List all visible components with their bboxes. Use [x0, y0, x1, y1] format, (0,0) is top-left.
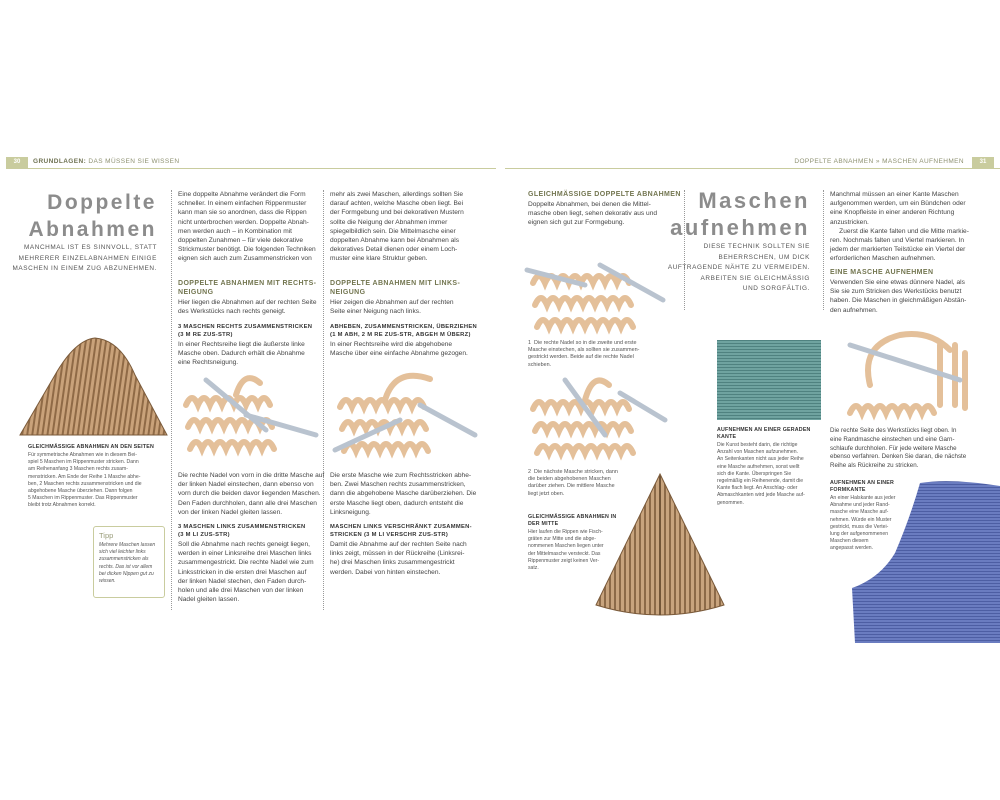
tech-p3tog-body	[178, 540, 314, 604]
cdd-step2-illustration	[525, 375, 665, 460]
text-line: eine Knopfleiste in einer anderen Richtung	[830, 209, 955, 217]
section-left-lean-title	[330, 279, 460, 297]
text-line: links zeigt, müssen in der Rückreihe (Linksrei-	[330, 550, 465, 558]
subtitle-line: ARBEITEN SIE GLEICHMÄSSIG	[700, 274, 810, 282]
heading-line: (3 M RE ZUS-STR)	[178, 332, 233, 338]
text-line: dann die abgehobene Masche darüberziehen. Die	[330, 490, 477, 498]
heading-line: KANTE	[717, 434, 737, 441]
text-line: Eine doppelte Abnahme verändert die Form	[178, 191, 306, 198]
text-line: Verwenden Sie eine etwas dünnere Nadel, als	[830, 279, 965, 286]
text-line: Die nächste Masche stricken, dann	[534, 469, 618, 475]
left-header-rule	[6, 168, 496, 169]
text-line: vorn durch die beiden davor liegenden Maschen.	[178, 490, 321, 498]
intro-col1	[178, 190, 323, 264]
left-running-head-text: DAS MÜSSEN SIE WISSEN	[88, 158, 180, 165]
text-line: ben, 2 Maschen rechts zusammenstricken und die	[28, 480, 142, 487]
text-line: genommen.	[717, 499, 744, 506]
pickup-caption	[830, 427, 995, 471]
left-title	[28, 189, 157, 243]
text-line: eignen sich auch zum Zusammenstricken von	[178, 255, 312, 263]
step-line	[528, 340, 639, 347]
cdd-step1-caption	[528, 340, 639, 369]
swatch-caption-title: GLEICHMÄSSIGE ABNAHMEN AN DEN SEITEN	[28, 444, 154, 450]
text-line: Anzahl von Maschen aufzunehmen.	[717, 449, 798, 456]
text-line: Masche oben. Dadurch erhält die Abnahme	[178, 350, 305, 358]
right-subtitle	[668, 242, 810, 295]
text-line: Soll die Abnahme nach rechts geneigt liegen,	[178, 541, 310, 548]
heading-line: DOPPELTE ABNAHMEN MIT RECHTS-	[178, 280, 317, 287]
tech-k3tog-body	[178, 340, 305, 368]
text-line: eine Randmasche einstechen und eine Garn-	[830, 435, 955, 443]
one-stitch-title: EINE MASCHE AUFNEHMEN	[830, 269, 934, 276]
right-title-line2: aufnehmen	[670, 215, 810, 240]
text-line: erforderlichen Maschen aufnehmen.	[830, 255, 936, 263]
text-line: zusammengestrickt. Die rechte Nadel wie zum	[178, 559, 314, 567]
centered-decrease-title: GLEICHMÄSSIGE DOPPELTE ABNAHMEN	[528, 191, 681, 198]
text-line: der Formgebung und bei dekorativen Mustern	[330, 209, 464, 217]
text-line: wissen.	[99, 578, 116, 585]
text-line: bleibt trotz Abnahmen korrekt.	[28, 502, 96, 509]
text-line: ebenso verfahren. Denken Sie daran, die nächste	[830, 453, 967, 461]
text-line: Linksstricken in die ersten drei Maschen auf	[178, 568, 307, 576]
text-line: anzustricken.	[830, 218, 869, 226]
text-line: Doppelte Abnahmen, bei denen die Mittel-	[528, 201, 651, 208]
column-divider	[323, 190, 324, 610]
subtitle-line: AUFTRAGENDE NÄHTE ZU VERMEIDEN.	[667, 264, 810, 271]
text-line: ren. Nochmals falten und Viertel markieren. In	[830, 237, 965, 245]
text-line: werden. Dabei von hinten einstechen.	[330, 568, 441, 576]
subtitle-line: DIESE TECHNIK SOLLTEN SIE	[703, 243, 810, 250]
text-line: darüber ziehen. Die mittlere Masche	[528, 483, 615, 490]
text-line: eine Masche aufnehmen, sonst wellt	[717, 463, 800, 470]
text-line: darauf achten, welche Masche oben liegt. Bei	[330, 200, 464, 208]
text-line: Abnahme und jeder Rand-	[830, 502, 890, 509]
text-line: Strickmuster benötigt. Die folgenden Techniken	[178, 246, 316, 254]
text-line: schieben.	[528, 361, 552, 368]
right-page-number: 31	[972, 157, 994, 168]
text-line: doppelten Zunahmen – für viele dekorative	[178, 237, 303, 245]
tech-sk2p-title	[330, 323, 477, 339]
left-running-head	[33, 158, 180, 165]
text-line: regelmäßig ein Reihenende, damit die	[717, 478, 804, 485]
text-line: Rippenmuster zeigt keinen Ver-	[528, 557, 600, 564]
heading-line: GLEICHMÄSSIGE ABNAHMEN IN	[528, 514, 617, 520]
right-title	[670, 187, 810, 241]
text-line: Damit die Abnahme auf der rechten Seite nach	[330, 541, 467, 548]
straight-edge-body	[717, 442, 827, 507]
text-line: erste Masche liegt oben, dadurch entsteht die	[330, 499, 464, 507]
text-line: am Reihenanfang 3 Maschen rechts zusam-	[28, 466, 128, 473]
heading-line: AUFNEHMEN AN EINER	[830, 480, 895, 486]
ribbed-decrease-swatch-image	[15, 335, 170, 440]
subtitle-line: UND SORGFÄLTIG.	[742, 285, 810, 292]
text-line: der Mittelmasche versteckt. Das	[528, 550, 601, 557]
text-line: Sie sie zum Stricken des Werkstücks benutzt	[830, 288, 962, 296]
text-line: Nadel gleiten lassen.	[178, 596, 240, 604]
heading-line: (3 M LI ZUS-STR)	[178, 532, 230, 538]
text-line: Masche über eine einfache Abnahme gezogen.	[330, 350, 468, 358]
text-line: In einer Rechtsreihe wird die abgehobene	[330, 341, 453, 348]
left-title-line1: Doppelte	[47, 191, 157, 214]
tech-p3tog-tbl-body	[330, 540, 467, 577]
straight-edge-title	[717, 427, 811, 441]
text-line: eine Rechtsneigung.	[178, 359, 239, 367]
text-line: Hier zeigen die Abnahmen auf der rechten	[330, 299, 454, 306]
text-line: Die Kunst besteht darin, die richtige	[717, 442, 798, 448]
text-line: An einer Halskante aus jeder	[830, 495, 896, 501]
text-line: eignen sich gut zur Formgebung.	[528, 219, 625, 227]
tech-p3tog-title	[178, 523, 305, 539]
text-line: aufgenommen werden, um ein Bündchen oder	[830, 200, 966, 208]
text-line: Die rechte Seite des Werkstücks liegt oben. In	[830, 427, 957, 434]
text-line: men werden auch – in Kombination mit	[178, 227, 292, 235]
text-line: Die erste Masche wie zum Rechtsstricken abhe-	[330, 472, 472, 479]
text-line: Reihe als Rückreihe zu stricken.	[830, 462, 919, 470]
text-line: Abmaschkanten wird jede Masche auf-	[717, 492, 805, 499]
text-line: jedem der markierten Teilstücke ein Viertel der	[830, 246, 966, 254]
left-running-head-bold: GRUNDLAGEN:	[33, 158, 87, 165]
column-divider	[823, 190, 824, 310]
text-line: schneller. In einem einfachen Rippenmuster	[178, 200, 307, 208]
text-line: der linken Nadel stechen, den Faden durch-	[178, 577, 307, 585]
text-line: masche oben liegt, sehen dekorativ aus und	[528, 210, 658, 218]
text-line: Hier laufen die Rippen wie Fisch-	[528, 529, 603, 535]
text-line: Linksneigung.	[330, 508, 371, 516]
cdd-step1-illustration	[525, 255, 665, 335]
text-line: Manchmal müssen an einer Kante Maschen	[830, 191, 959, 198]
right-title-line1: Maschen	[698, 188, 810, 213]
swatch-caption	[28, 452, 168, 510]
step-number: 1	[528, 340, 531, 346]
neckline-swatch-image	[850, 478, 1000, 643]
center-decrease-swatch-image	[594, 470, 729, 620]
text-line: Maschen diesem	[830, 538, 869, 545]
text-line: mehr als zwei Maschen, allerdings sollten Sie	[330, 191, 464, 198]
text-line: nicht unterbrochen werden. Doppelte Abnah-	[178, 218, 309, 226]
straight-edge-swatch-image	[717, 340, 821, 420]
left-subtitle	[12, 243, 157, 275]
text-line: des Werkstücks nach rechts geneigt.	[178, 308, 286, 316]
text-line: gräten zur Mitte und die abge-	[528, 536, 596, 543]
tech-k3tog-title	[178, 323, 312, 339]
text-line: Hier liegen die Abnahmen auf der rechten Seite	[178, 299, 317, 306]
step-number: 2	[528, 469, 531, 475]
sk2p-caption	[330, 471, 476, 517]
left-subtitle-line: MEHRERER EINZELABNAHMEN EINIGE	[18, 254, 157, 262]
text-line: spiegelbildlich sein. Die Mittelmasche einer	[330, 227, 456, 235]
heading-line: FORMKANTE	[830, 487, 866, 494]
text-line: liegt jetzt oben.	[528, 490, 565, 497]
text-line: Für symmetrische Abnahmen wie in diesem Bei-	[28, 452, 137, 458]
text-line: nehmen. Würde ein Muster	[830, 516, 892, 523]
text-line: muster eine klare Struktur geben.	[330, 255, 428, 263]
section-right-lean-title	[178, 279, 316, 297]
heading-line: NEIGUNG	[330, 289, 366, 296]
text-line: he) drei Maschen links zusammengestrickt	[330, 559, 455, 567]
text-line: spiel 5 Maschen im Rippenmuster stricken. Dann	[28, 459, 139, 466]
text-line: Kante flach liegt. An Anschlag- oder	[717, 485, 798, 492]
text-line: der linken Nadel einstechen, dann ebenso von	[178, 481, 314, 489]
text-line: 5 Maschen im Rippenmuster. Das Rippenmuster	[28, 495, 138, 502]
left-page-number: 30	[6, 157, 28, 168]
heading-line: NEIGUNG	[178, 289, 214, 296]
text-line: holen und alle drei Maschen von der linken	[178, 587, 304, 595]
pickup-intro	[830, 190, 995, 264]
heading-line: STRICKEN (3 M LI VERSCHR ZUS-STR)	[330, 532, 449, 538]
tech-p3tog-tbl-title	[330, 523, 472, 539]
text-line: gestrickt, muss die Vertei-	[830, 523, 889, 530]
text-line: lung der aufgenommenen	[830, 531, 889, 538]
left-title-line2: Abnahmen	[28, 218, 157, 241]
text-line: sich die Kante. Überspringen Sie	[717, 470, 792, 477]
text-line: Den Faden durchholen, dann alle drei Maschen	[178, 499, 317, 507]
text-line: dekoratives Detail dienen oder einem Loch-	[330, 246, 458, 254]
text-line: Mehrere Maschen lassen	[99, 542, 156, 548]
text-line: nommenen Maschen liegen unter	[528, 543, 604, 550]
text-line: masche eine Masche auf-	[830, 509, 889, 516]
right-header-rule	[505, 168, 1000, 169]
heading-line: AUFNEHMEN AN EINER GERADEN	[717, 427, 811, 433]
subtitle-line: BEHERRSCHEN, UM DICK	[718, 253, 810, 261]
heading-line: 3 MASCHEN RECHTS ZUSAMMENSTRICKEN	[178, 324, 313, 330]
section-right-lean-body	[178, 298, 317, 316]
text-line: bei dicken Nippen gut zu	[99, 570, 154, 577]
k3tog-illustration	[176, 375, 321, 465]
text-line: Seite einer Neigung nach links.	[330, 308, 421, 316]
text-line: schlaufe durchholen. Für jede weitere Masche	[830, 444, 957, 452]
text-line: Masche einstechen, als sollten sie zusammen-	[528, 347, 640, 354]
sk2p-illustration	[330, 375, 480, 465]
left-subtitle-line: MANCHMAL IST ES SINNVOLL, STATT	[23, 244, 157, 251]
text-line: Zuerst die Kante falten und die Mitte markie-	[830, 227, 969, 235]
text-line: sich viel leichter links	[99, 549, 146, 556]
text-line: sollte die Neigung der Abnahmen immer	[330, 218, 448, 226]
heading-line: 3 MASCHEN LINKS ZUSAMMENSTRICKEN	[178, 524, 306, 530]
text-line: werden in einer Linksreihe drei Maschen links	[178, 550, 312, 558]
text-line: kann man sie so anordnen, dass die Rippen	[178, 209, 307, 217]
text-line: angepasst werden.	[830, 545, 874, 552]
text-line: In einer Rechtsreihe liegt die äußerste linke	[178, 341, 305, 348]
intro-col2	[330, 190, 480, 264]
heading-line: DOPPELTE ABNAHMEN MIT LINKS-	[330, 280, 461, 287]
text-line: satz.	[528, 565, 539, 572]
heading-line: DER MITTE	[528, 521, 559, 528]
text-line: Die rechte Nadel so in die zweite und erste	[534, 340, 637, 346]
tip-text	[99, 542, 161, 585]
heading-line: ABHEBEN, ZUSAMMENSTRICKEN, ÜBERZIEHEN	[330, 324, 478, 330]
text-line: gestrickt werden. Beide auf die rechte Nadel	[528, 354, 634, 361]
text-line: haben. Die Maschen in gleichmäßigen Abstän-	[830, 297, 967, 305]
text-line: ben. Zwei Maschen rechts zusammenstricken,	[330, 481, 466, 489]
text-line: abgehobene Masche überziehen. Dann folgen	[28, 488, 133, 495]
k3tog-caption	[178, 471, 324, 517]
text-line: zusammenstricken als	[99, 556, 149, 563]
heading-line: (1 M ABH, 2 M RE ZUS-STR, ABGEH M ÜBERZ)	[330, 332, 471, 338]
right-running-head: DOPPELTE ABNAHMEN » MASCHEN AUFNEHMEN	[794, 158, 964, 165]
text-line: menstricken. Am Ende der Reihe 1 Masche abhe-	[28, 473, 141, 480]
tip-title: Tipp	[99, 531, 114, 540]
left-subtitle-line: MASCHEN IN EINEM ZUG ABZUNEHMEN.	[12, 265, 157, 272]
one-stitch-body	[830, 278, 995, 315]
text-line: Die rechte Nadel von vorn in die dritte Masche auf	[178, 472, 325, 479]
centered-decrease-body	[528, 200, 657, 228]
text-line: die beiden abgehobenen Maschen	[528, 476, 611, 483]
text-line: An Seitenkanten nicht aus jeder Reihe	[717, 456, 804, 463]
heading-line: MASCHEN LINKS VERSCHRÄNKT ZUSAMMEN-	[330, 524, 472, 530]
section-left-lean-body	[330, 298, 454, 316]
text-line: den aufnehmen.	[830, 306, 878, 314]
text-line: doppelten Abnahme kann bei Abnahmen als	[330, 237, 460, 245]
text-line: von der linken Nadel gleiten lassen.	[178, 508, 283, 516]
tech-sk2p-body	[330, 340, 468, 358]
text-line: rechts. Das ist vor allem	[99, 563, 153, 570]
column-divider	[171, 190, 172, 610]
pickup-illustration	[840, 325, 975, 420]
